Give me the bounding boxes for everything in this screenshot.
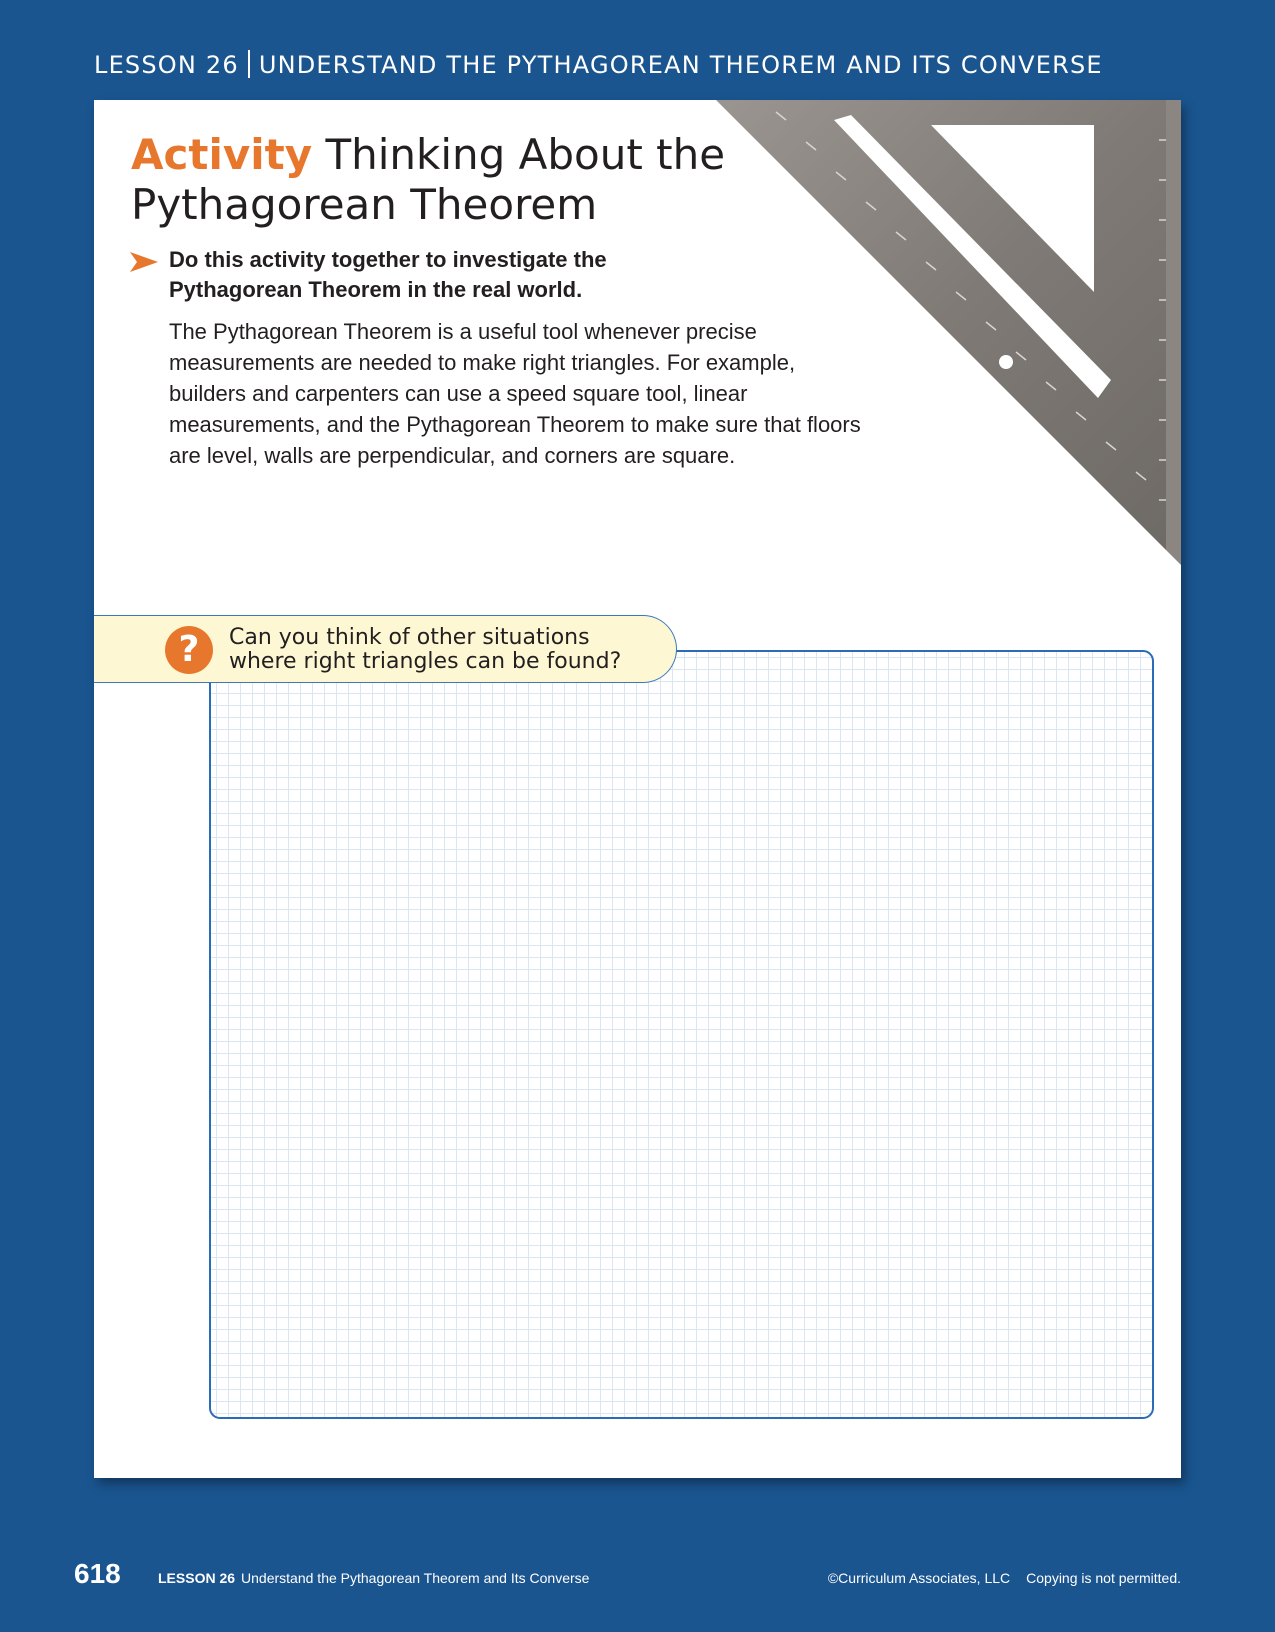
question-text: Can you think of other situations where right triangles can be found? (229, 625, 622, 674)
page-number: 618 (74, 1558, 121, 1589)
question-mark-icon: ? (165, 626, 213, 674)
activity-title (131, 130, 731, 230)
arrow-bullet-icon (130, 252, 158, 272)
header-divider (248, 50, 250, 78)
activity-label: Activity (131, 130, 313, 179)
copyright-text: ©Curriculum Associates, LLC (827, 1570, 1011, 1586)
footer-lesson-title: Understand the Pythagorean Theorem and Its Converse (241, 1570, 590, 1586)
question-banner (94, 615, 677, 683)
lesson-number: LESSON 26 (94, 51, 239, 79)
activity-body: The Pythagorean Theorem is a useful tool whenever precise measurements are needed to make right triangles. For example, builders and carpenters can use a speed square tool, linear measurements, and the Pythagorean Theorem to make sure that floors are level, walls are perpendicular, and corners are square. (169, 319, 861, 468)
activity-instruction: Do this activity together to investigate the Pythagorean Theorem in the real world. (169, 247, 607, 302)
footer-copyright (828, 1570, 1181, 1586)
lesson-title: UNDERSTAND THE PYTHAGOREAN THEOREM AND ITS CONVERSE (258, 51, 1103, 79)
footer-lesson-label: LESSON 26 (158, 1570, 236, 1586)
worksheet-page (94, 100, 1181, 1478)
grid-answer-area[interactable] (209, 650, 1154, 1419)
lesson-header (94, 50, 1103, 79)
footer-lesson (158, 1570, 589, 1586)
activity-heading: Thinking About the Pythagorean Theorem (131, 130, 726, 229)
copy-notice: Copying is not permitted. (1026, 1570, 1181, 1586)
